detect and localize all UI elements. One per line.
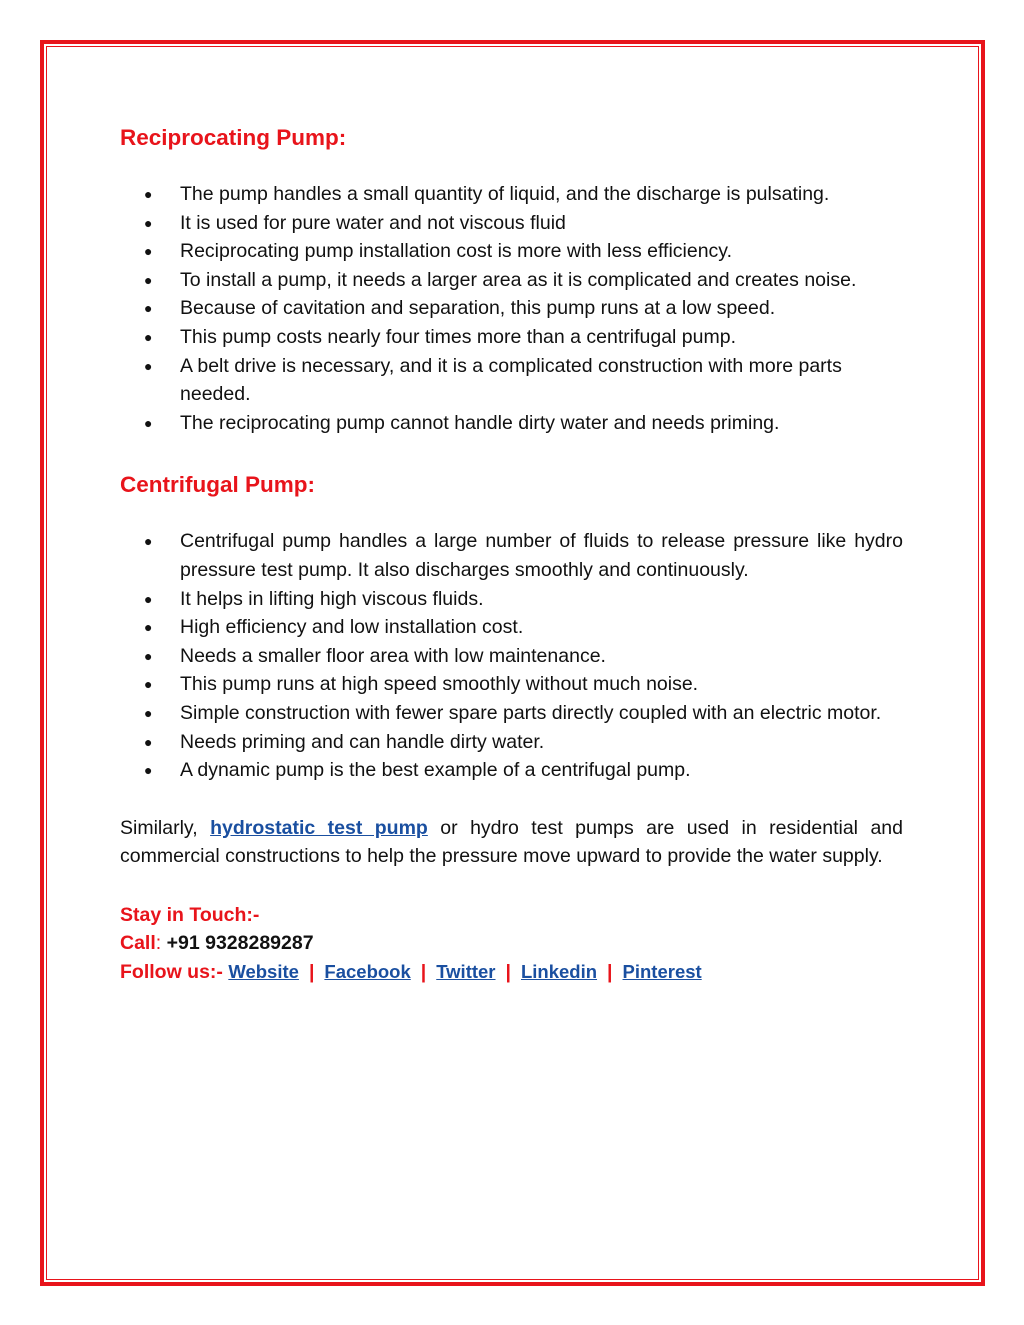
separator: | xyxy=(505,961,511,984)
list-item: ● It is used for pure water and not viscous fluid xyxy=(120,209,903,238)
bullet-icon: ● xyxy=(144,300,153,317)
document-body xyxy=(120,118,903,987)
follow-label: Follow us:- xyxy=(120,961,223,984)
twitter-link[interactable]: Twitter xyxy=(436,961,496,983)
centrifugal-heading: Centrifugal Pump: xyxy=(120,472,315,498)
contact-block xyxy=(120,901,903,987)
bullet-icon: ● xyxy=(144,186,153,202)
stay-in-touch-heading: Stay in Touch:- xyxy=(120,903,260,926)
list-item: ● This pump runs at high speed smoothly without much noise. xyxy=(120,670,903,699)
centrifugal-list xyxy=(120,527,903,784)
summary-prefix: Similarly, xyxy=(120,816,198,839)
bullet-icon: ● xyxy=(144,533,153,550)
list-item: ● Needs priming and can handle dirty water. xyxy=(120,728,903,757)
follow-line xyxy=(120,958,903,987)
list-item: ● Simple construction with fewer spare parts directly coupled with an electric motor. xyxy=(120,699,903,728)
facebook-link[interactable]: Facebook xyxy=(324,961,411,983)
bullet-icon: ● xyxy=(144,704,153,721)
linkedin-link[interactable]: Linkedin xyxy=(520,961,598,983)
website-link[interactable]: Website xyxy=(228,961,299,983)
list-item: ● This pump costs nearly four times more than a centrifugal pump. xyxy=(120,323,903,352)
bullet-icon: ● xyxy=(144,357,153,374)
bullet-icon: ● xyxy=(144,328,153,345)
list-item: ● High efficiency and low installation cost. xyxy=(120,613,903,642)
list-item: ● Centrifugal pump handles a large number of fluids to release pressure like hydro pressure test pump. It also discharges smoothly and continuously. xyxy=(120,527,903,584)
summary-paragraph xyxy=(120,814,903,871)
bullet-icon: ● xyxy=(144,619,153,636)
hydrostatic-test-pump-link[interactable]: hydrostatic test pump xyxy=(210,816,428,839)
separator: | xyxy=(607,961,613,984)
call-colon: : xyxy=(155,932,162,955)
summary-suffix: or hydro test pumps are used in residential and commercial constructions to help the pressure move upward to provide the water supply. xyxy=(120,816,903,868)
pinterest-link[interactable]: Pinterest xyxy=(622,961,702,983)
list-item: ● To install a pump, it needs a larger area as it is complicated and creates noise. xyxy=(120,266,903,295)
bullet-icon: ● xyxy=(144,676,153,693)
list-item: ● The reciprocating pump cannot handle dirty water and needs priming. xyxy=(120,409,903,438)
phone-number: +91 9328289287 xyxy=(166,932,314,955)
bullet-icon: ● xyxy=(144,590,153,607)
list-item: ● Because of cavitation and separation, this pump runs at a low speed. xyxy=(120,294,903,323)
bullet-icon: ● xyxy=(144,762,153,779)
bullet-icon: ● xyxy=(144,414,153,431)
list-item: ● A dynamic pump is the best example of a centrifugal pump. xyxy=(120,756,903,785)
bullet-icon: ● xyxy=(144,733,153,750)
separator: | xyxy=(308,961,315,984)
call-line xyxy=(120,929,903,958)
list-item: ● It helps in lifting high viscous fluids. xyxy=(120,585,903,614)
bullet-icon: ● xyxy=(144,243,153,260)
bullet-icon: ● xyxy=(144,271,153,288)
bullet-icon: ● xyxy=(144,214,153,231)
list-item: ● Needs a smaller floor area with low maintenance. xyxy=(120,642,903,671)
reciprocating-heading: Reciprocating Pump: xyxy=(120,125,347,150)
bullet-icon: ● xyxy=(144,647,153,664)
list-item: ● A belt drive is necessary, and it is a complicated construction with more parts needed. xyxy=(120,352,903,409)
separator: | xyxy=(420,961,427,984)
reciprocating-list xyxy=(120,180,903,437)
list-item: ● The pump handles a small quantity of liquid, and the discharge is pulsating. xyxy=(120,180,903,209)
list-item: ● Reciprocating pump installation cost is more with less efficiency. xyxy=(120,237,903,266)
call-label: Call xyxy=(120,932,156,955)
